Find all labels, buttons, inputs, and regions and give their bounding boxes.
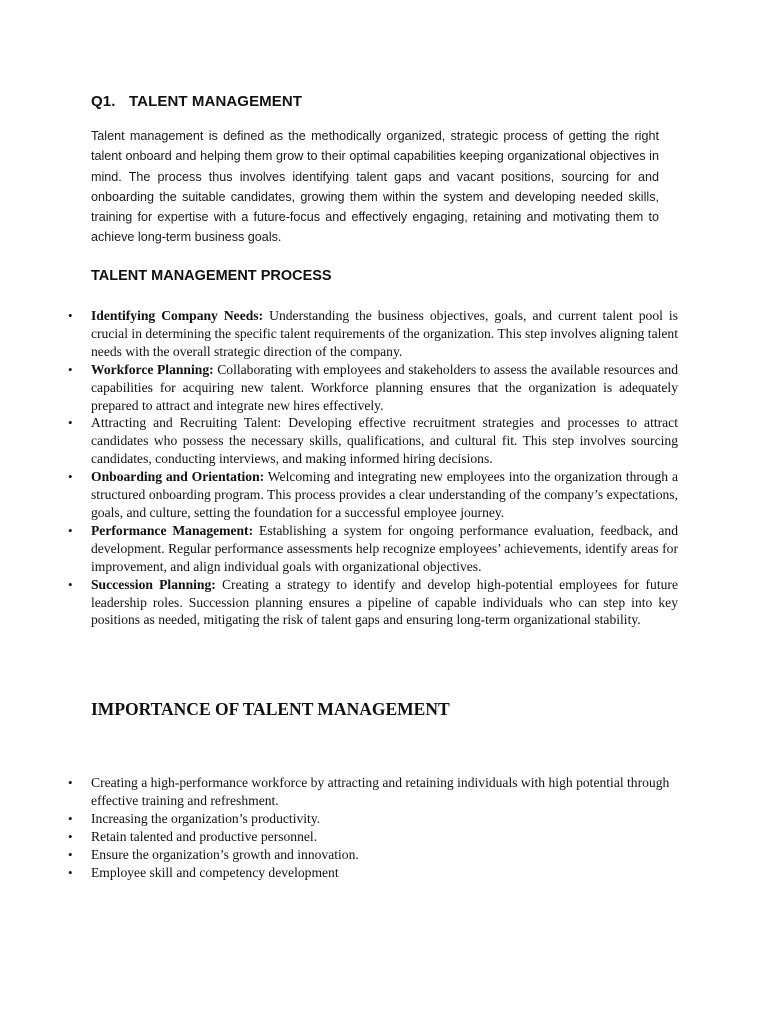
list-item-term: Succession Planning:	[91, 576, 216, 592]
list-item	[68, 307, 678, 361]
question-heading	[91, 93, 302, 110]
list-item-term: Performance Management:	[91, 522, 254, 538]
list-item-text: Creating a high-performance workforce by attracting and retaining individuals with high potential through effective training and refreshment.	[91, 775, 670, 808]
list-item-term: Identifying Company Needs:	[91, 308, 264, 323]
bullet-icon: •	[68, 775, 73, 790]
list-item	[68, 828, 678, 846]
process-list	[68, 307, 679, 629]
bullet-icon: •	[68, 308, 73, 323]
list-item-term: Workforce Planning:	[91, 361, 214, 377]
question-number: Q1.	[91, 93, 116, 110]
list-item-text: Creating a strategy to identify and develop high-potential employees for future leadership roles. Succession planning ensures a pipeline of capable individuals who can step into key positions as needed, mitigating the risk of talent gaps and ensuring long-term organizational stability.	[91, 576, 678, 628]
list-item-text: Ensure the organization’s growth and innovation.	[91, 846, 359, 862]
list-item-term: Onboarding and Orientation:	[91, 469, 265, 485]
list-item-text: Retain talented and productive personnel.	[91, 828, 318, 844]
list-item	[68, 846, 678, 864]
list-item	[68, 864, 678, 882]
list-item-text: Understanding the business objectives, goals, and current talent pool is crucial in determining the specific talent requirements of the organization. This step involves aligning talent needs with the overall strategic direction of the company.	[91, 308, 678, 359]
list-item	[68, 810, 678, 828]
bullet-icon: •	[68, 522, 73, 538]
bullet-icon: •	[68, 361, 73, 377]
intro-paragraph: Talent management is defined as the methodically organized, strategic process of getting the right talent onboard and helping them grow to their optimal capabilities keeping organizational objectives in mind. The process thus involves identifying talent gaps and vacant positions, sourcing for and onboarding the suitable candidates, growing them within the system and developing needed skills, training for expertise with a future-focus and effectively engaging, retaining and motivating them to achieve long-term business goals.	[91, 129, 659, 245]
question-title: TALENT MANAGEMENT	[129, 93, 303, 110]
list-item	[68, 522, 678, 576]
list-item-text: Collaborating with employees and stakeholders to assess the available resources and capabilities for acquiring new talent. Workforce planning ensures that the organization is adequately prepared to attract and integrate new hires effectively.	[91, 361, 678, 413]
list-item-text: Establishing a system for ongoing performance evaluation, feedback, and development. Regular performance assessments help recognize employees’ achievements, identify areas for improvement, and align individual goals with organizational objectives.	[91, 522, 678, 574]
bullet-icon: •	[68, 415, 73, 431]
importance-list	[68, 774, 678, 881]
process-heading: TALENT MANAGEMENT PROCESS	[91, 268, 332, 284]
list-item	[68, 361, 678, 415]
bullet-icon: •	[68, 864, 73, 880]
list-item	[68, 414, 678, 468]
bullet-icon: •	[68, 828, 73, 844]
list-item	[68, 774, 678, 810]
list-item-text: Employee skill and competency development	[91, 864, 339, 880]
bullet-icon: •	[68, 469, 73, 485]
importance-heading: IMPORTANCE OF TALENT MANAGEMENT	[91, 699, 450, 719]
list-item-text: Increasing the organization’s productivity.	[91, 810, 321, 826]
bullet-icon: •	[68, 810, 73, 826]
bullet-icon: •	[68, 846, 73, 862]
bullet-icon: •	[68, 576, 73, 592]
list-item-text: Attracting and Recruiting Talent: Developing effective recruitment strategies and processes to attract candidates who possess the necessary skills, qualifications, and cultural fit. This step involves sourcing candidates, conducting interviews, and making informed hiring decisions.	[91, 415, 678, 467]
list-item	[68, 576, 678, 630]
list-item	[68, 468, 679, 522]
list-item-text: Welcoming and integrating new employees into the organization through a structured onboarding program. This process provides a clear understanding of the company’s expectations, goals, and culture, setting the foundation for a successful employee journey.	[91, 469, 679, 520]
